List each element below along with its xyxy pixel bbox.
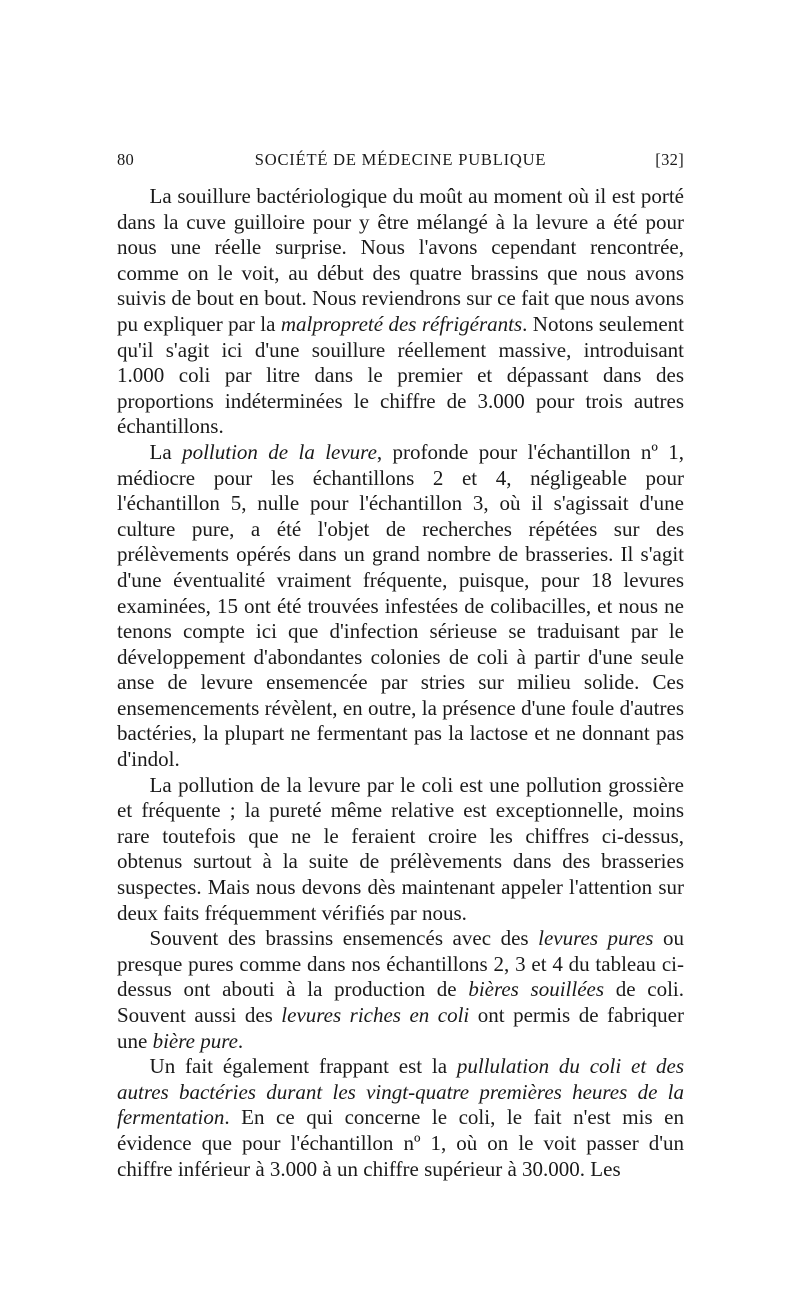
body-text [117, 184, 684, 1182]
text-run: , profonde pour l'échantillon nº 1, médiocre pour les échantillons 2 et 4, négligeable pour l'échantillon 5, nulle pour l'échantillon 3, où il s'agissait d'une culture pure, a été l'objet de recherches répétées sur des prélèvements opérés dans un grand nombre de brasseries. Il s'agit d'une éventualité vraiment fréquente, puisque, pour 18 levures examinées, 15 ont été trouvées infestées de colibacilles, et nous ne tenons compte ici que d'infection sérieuse se traduisant par le développement d'abondantes colonies de coli à partir d'une seule anse de levure ensemencée par stries sur milieu solide. Ces ensemencements révèlent, en outre, la présence d'une foule d'autres bactéries, la plupart ne fermentant pas la lactose et ne donnant pas d'indol. [117, 439, 684, 772]
paragraph-5 [117, 1054, 684, 1182]
text-run: Un fait également frappant est la [149, 1054, 457, 1079]
text-run: . [237, 1028, 244, 1053]
italic-run: pullulation du coli et des autres bactéries durant les vingt-quatre premières heures de la fermentation [117, 1054, 685, 1130]
text-run: . Notons seulement qu'il s'agit ici d'une souillure réellement massive, introduisant 1.000 coli par litre dans le premier et dépassant dans des proportions indéterminées le chiffre de 3.000 pour trois autres échantillons. [117, 311, 684, 439]
page-number: 80 [117, 150, 135, 169]
italic-run: levures riches en coli [281, 1003, 470, 1027]
running-head [117, 150, 684, 174]
text-run: . En ce qui concerne le coli, le fait n'est mis en évidence que pour l'échantillon nº 1, où on le voit passer d'un chiffre inférieur à 3.000 à un chiffre supérieur à 30.000. Les [117, 1105, 684, 1181]
text-run: Souvent des brassins ensemencés avec des [149, 926, 539, 951]
paragraph-1 [117, 184, 684, 440]
text-run: ont permis de fabriquer une [117, 1003, 684, 1053]
text-run: La [149, 439, 183, 464]
section-signature: [32] [655, 150, 684, 169]
italic-run: levures pures [538, 926, 654, 951]
italic-run: malpropreté des réfrigérants [280, 311, 523, 336]
italic-run: pollution de la levure [182, 439, 377, 464]
paragraph-4 [117, 926, 684, 1054]
running-title: SOCIÉTÉ DE MÉDECINE PUBLIQUE [254, 150, 547, 169]
italic-run: bières souillées [468, 977, 605, 1002]
text-run: La souillure bactériologique du moût au moment où il est porté dans la cuve guilloire pour y être mélangé à la levure a été pour nous une réelle surprise. Nous l'avons cependant rencontrée, comme on le voit, au début des quatre brassins que nous avons suivis de bout en bout. Nous reviendrons sur ce fait que nous avons pu expliquer par la [117, 184, 684, 336]
paragraph-3 [117, 773, 684, 927]
text-run: La pollution de la levure par le coli est une pollution grossière et fréquente ; la pureté même relative est exceptionnelle, moins rare toutefois que ne le feraient croire les chiffres ci-dessus, obtenus surtout à la suite de prélèvements dans des brasseries suspectes. Mais nous devons dès maintenant appeler l'attention sur deux faits fréquemment vérifiés par nous. [117, 772, 684, 925]
text-run: de coli. Souvent aussi des [117, 977, 684, 1027]
paragraph-2 [117, 440, 684, 773]
italic-run: bière pure [152, 1028, 238, 1053]
text-run: ou presque pures comme dans nos échantillons 2, 3 et 4 du tableau ci-dessus ont abouti à la production de [117, 926, 685, 1002]
